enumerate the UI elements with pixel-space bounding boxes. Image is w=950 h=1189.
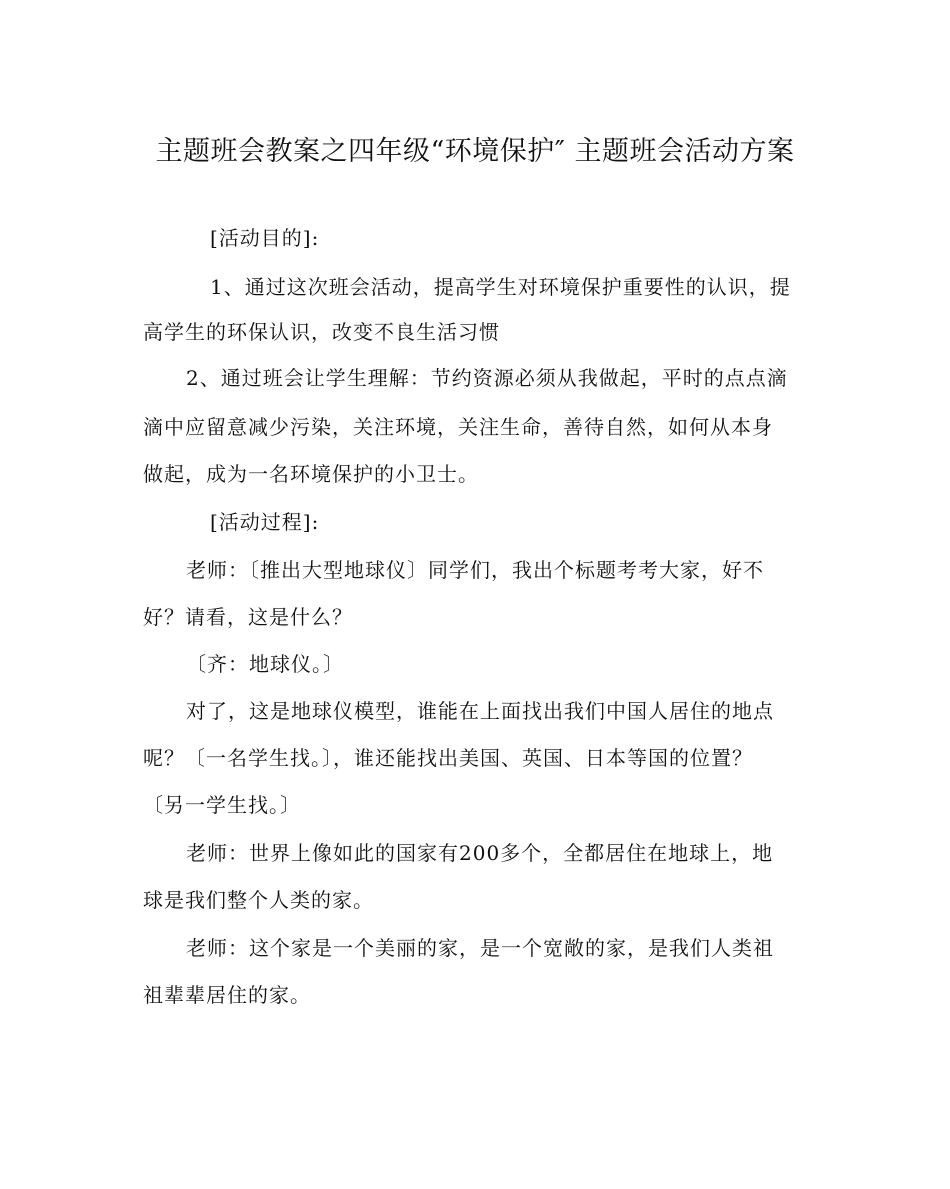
paragraph-line: 〔齐：地球仪。〕 [186,652,344,676]
paragraph-line: 高学生的环保认识，改变不良生活习惯 [143,320,500,344]
paragraph-line: 呢？〔一名学生找。〕，谁还能找出美国、英国、日本等国的位置？ [143,746,753,770]
paragraph-line: 对了，这是地球仪模型，谁能在上面找出我们中国人居住的地点 [186,699,774,723]
paragraph-line: 〔另一学生找。〕 [143,793,301,817]
paragraph-line: 1、通过这次班会活动，提高学生对环境保护重要性的认识，提 [210,275,791,299]
document-title: 主题班会教案之四年级“环境保护″ 主题班会活动方案 [155,136,795,167]
paragraph-line: 老师：世界上像如此的国家有200多个，全都居住在地球上，地 [186,841,774,865]
paragraph-line: 球是我们整个人类的家。 [143,888,374,912]
paragraph-line: 老师：〔推出大型地球仪〕同学们，我出个标题考考大家，好不 [186,558,764,582]
section-heading-process: [活动过程]: [210,510,320,534]
paragraph-line: 老师：这个家是一个美丽的家，是一个宽敞的家，是我们人类祖 [186,936,774,960]
paragraph-line: 2、通过班会让学生理解：节约资源必须从我做起，平时的点点滴 [186,366,788,390]
paragraph-line: 祖辈辈居住的家。 [143,983,311,1007]
paragraph-line: 好？请看，这是什么？ [143,605,353,629]
paragraph-line: 做起，成为一名环境保护的小卫士。 [143,462,479,486]
section-heading-purpose: [活动目的]: [210,226,320,250]
paragraph-line: 滴中应留意减少污染，关注环境，关注生命，善待自然，如何从本身 [143,415,773,439]
